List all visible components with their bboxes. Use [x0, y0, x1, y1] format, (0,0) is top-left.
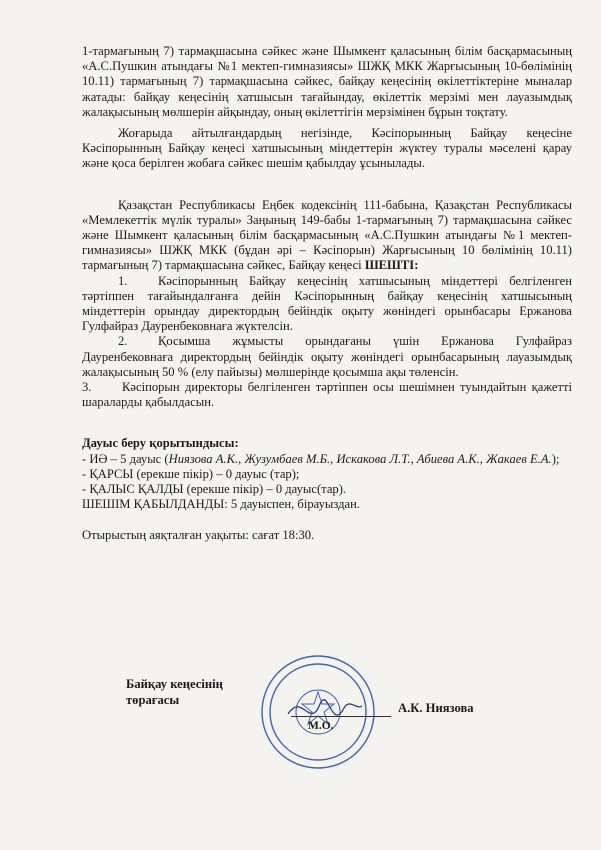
signatory-role-line-1: Байқау кеңесінің [126, 677, 223, 691]
document-body [82, 44, 572, 544]
meeting-end-time: Отырыстың аяқталған уақыты: сағат 18:30. [82, 528, 315, 543]
vote-yes [82, 452, 572, 467]
seal-place-label: М.О. [308, 720, 334, 732]
decision-item-3 [82, 380, 572, 410]
paragraph-3 [82, 198, 572, 274]
paragraph-1: 1-тармағының 7) тармақшасына сәйкес және Шымкент қаласының білім басқармасының «А.С.Пушкин атындағы №1 мектеп-гимназиясы» ШЖҚ МКК Жарғысының 10-бөлімінің 10.11) тармағының 7) тармақшасына сәйкес, байқау кеңесінің өкілеттіктеріне мыналар жатады: байқау кеңесінің хатшысын тағайындау, өкілеттік мерзімі мен лауазымдық жалақысының мөлшерін айқындау, оның өкілеттігін мерзімінен бұрын тоқтату. [82, 44, 572, 119]
vote-result: ШЕШІМ ҚАБЫЛДАНДЫ: 5 дауыспен, бірауыздан. [82, 497, 360, 512]
decision-item-1-text: Кәсіпорынның Байқау кеңесінің хатшысының міндеттері белгіленген тәртіппен тағайындалғанға дейін Кәсіпорынның байқау кеңесінің хатшысының міндеттерін орындау директордың бейіндік оқыту жөніндегі орынбасары Ержанова Гулфайраз Дауренбековнаға жүктелсін. [82, 273, 572, 334]
vote-yes-prefix: - ИӘ – 5 дауыс ( [82, 451, 169, 466]
vote-yes-names: Ниязова А.К., Жузумбаев М.Б., Искакова Л.Т., Абиева А.К., Жакаев Е.А. [168, 451, 552, 466]
signatory-role-line-2: төрағасы [126, 693, 180, 707]
vote-abstain: - ҚАЛЫС ҚАЛДЫ (ерекше пікір) – 0 дауыс(тар). [82, 482, 347, 497]
vote-title: Дауыс беру қорытындысы: [82, 436, 239, 451]
signature-block [126, 676, 566, 756]
decision-item-2-text: Қосымша жұмысты орындағаны үшін Ержанова Гулфайраз Дауренбековнаға директордың бейіндік оқыту жөніндегі орынбасарының лауазымдық жалақысының 50 % (елу пайызы) мөлшерінде қосымша ақы төленсін. [82, 334, 572, 379]
paragraph-2: Жоғарыда айтылғандардың негізінде, Кәсіпорынның Байқау кеңесіне Кәсіпорынның Байқау кеңесі хатшысының міндеттерін жүктеу туралы мәселені қарау және қоса берілген жобаға сәйкес шешім қабылдау ұсынылады. [82, 126, 572, 171]
decision-item-1-number: 1. [118, 273, 128, 288]
decision-item-3-text: Кәсіпорын директоры белгіленген тәртіппен осы шешімнен туындайтын қажетті шараларды қабылдасын. [82, 380, 572, 410]
decision-item-3-number: 3. [82, 380, 92, 395]
vote-yes-suffix: ); [551, 451, 560, 466]
decision-item-1 [82, 274, 572, 335]
paragraph-3-text: Қазақстан Республикасы Еңбек кодексінің 111-бабына, Қазақстан Республикасы «Мемлекеттік мүлік туралы» Заңының 149-бабы 1-тармағының 7) тармақшасына сәйкес және Шымкент қаласының білім басқармасының «А.С.Пушкин атындағы №1 мектеп-гимназиясы» ШЖҚ МКК (бұдан әрі – Кәсіпорын) Жарғысының 10 бөлімінің 10.11) тармағының 7) тармақшасына сәйкес, Байқау кеңесі [82, 197, 572, 273]
decision-item-2 [82, 334, 572, 380]
decided-heading: ШЕШТІ: [364, 258, 419, 273]
signature-line [291, 716, 391, 717]
signatory-name: А.К. Ниязова [398, 701, 474, 715]
decision-item-2-number: 2. [118, 334, 128, 349]
vote-against: - ҚАРСЫ (ерекше пікір) – 0 дауыс (тар); [82, 466, 300, 481]
